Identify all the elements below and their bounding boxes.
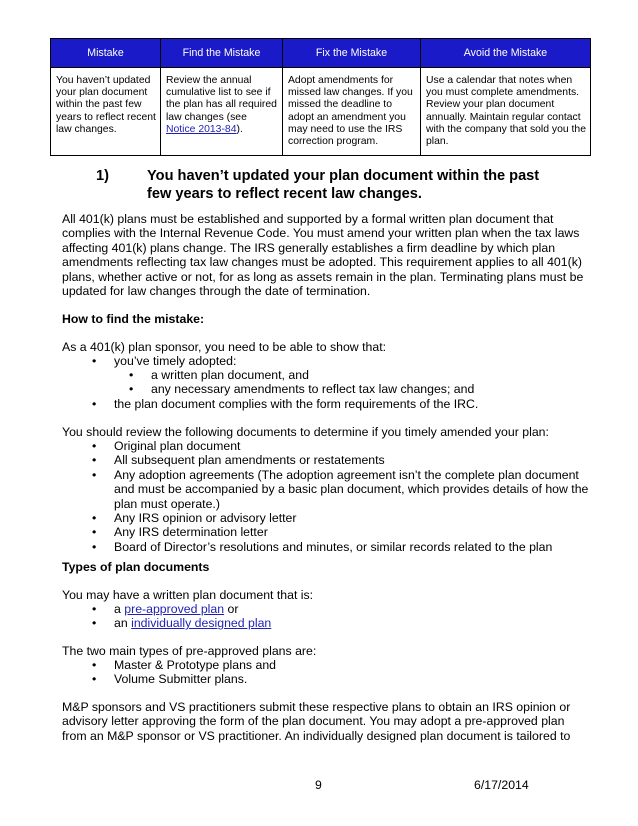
list-item: • the plan document complies with the form requirements of the IRC. bbox=[92, 397, 479, 411]
list-item: • any necessary amendments to reflect tax law changes; and bbox=[129, 382, 475, 397]
table-header-row bbox=[51, 39, 591, 68]
pre-approved-plan-link[interactable]: pre-approved plan bbox=[124, 602, 225, 616]
footer-date: 6/17/2014 bbox=[474, 778, 529, 792]
types-lead-2: The two main types of pre-approved plans are: bbox=[62, 644, 317, 658]
list-item: • a written plan document, and bbox=[129, 368, 309, 382]
bullet-icon: • bbox=[92, 397, 97, 411]
table-row bbox=[51, 68, 591, 156]
list-item: • a pre-approved plan or bbox=[92, 602, 239, 616]
find-list bbox=[90, 354, 590, 368]
cell-mistake: You haven’t updated your plan document within the past few years to reflect recent law changes. bbox=[51, 68, 161, 156]
bullet-icon: • bbox=[92, 354, 97, 368]
bullet-icon: • bbox=[92, 511, 97, 526]
header-find: Find the Mistake bbox=[161, 39, 283, 68]
bullet-icon: • bbox=[92, 672, 97, 687]
section-heading bbox=[96, 167, 556, 203]
list-item: • Volume Submitter plans. bbox=[92, 672, 248, 687]
cell-avoid: Use a calendar that notes when you must complete amendments. Review your plan document annually. Maintain regular contact with the company that sold you the plan. bbox=[421, 68, 591, 156]
list-item: • Any IRS opinion or advisory letter bbox=[92, 511, 297, 526]
list-item: • Master & Prototype plans and bbox=[92, 658, 276, 672]
header-avoid: Avoid the Mistake bbox=[421, 39, 591, 68]
list-item: • an individually designed plan bbox=[92, 616, 272, 631]
cell-find bbox=[161, 68, 283, 156]
cell-fix: Adopt amendments for missed law changes. If you missed the deadline to adopt an amendment you may need to use the IRS correction program. bbox=[283, 68, 421, 156]
intro-paragraph: All 401(k) plans must be established and supported by a formal written plan document that complies with the Internal Revenue Code. You must amend your written plan when the tax laws affecting 401(k) plans change. The IRS generally establishes a firm deadline by which plan amendments reflecting tax law changes must be adopted. This requirement applies to all 401(k) plans, whether active or not, for as long as assets remain in the plan. Terminating plans must be updated for law changes through the date of termination. bbox=[62, 212, 584, 299]
bullet-icon: • bbox=[92, 467, 97, 482]
list-item: • Board of Director’s resolutions and minutes, or similar records related to the plan bbox=[92, 539, 553, 554]
cell-find-suffix: ). bbox=[236, 123, 243, 135]
find-lead: As a 401(k) plan sponsor, you need to be able to show that: bbox=[62, 340, 387, 354]
bullet-icon: • bbox=[92, 616, 97, 631]
types-heading: Types of plan documents bbox=[62, 560, 210, 574]
find-sublist bbox=[127, 368, 587, 397]
review-list bbox=[90, 439, 590, 554]
header-mistake: Mistake bbox=[51, 39, 161, 68]
review-lead: You should review the following documents to determine if you timely amended your plan: bbox=[62, 425, 549, 439]
notice-2013-84-link[interactable]: Notice 2013-84 bbox=[166, 123, 237, 135]
list-item: • Any adoption agreements (The adoption agreement isn’t the complete plan document and must be accompanied by a basic plan document, which provides details of how the plan must operate.) bbox=[92, 467, 589, 511]
find-heading: How to find the mistake: bbox=[62, 312, 205, 326]
bullet-icon: • bbox=[92, 439, 97, 453]
mistake-table bbox=[50, 38, 591, 156]
pre-approved-types-list bbox=[90, 658, 590, 687]
section-title: You haven’t updated your plan document within the past few years to reflect recent law changes. bbox=[147, 168, 540, 202]
individually-designed-plan-link[interactable]: individually designed plan bbox=[131, 616, 272, 631]
bullet-icon: • bbox=[92, 658, 97, 672]
types-list bbox=[90, 602, 590, 631]
types-lead: You may have a written plan document that is: bbox=[62, 588, 314, 602]
bullet-icon: • bbox=[92, 539, 97, 554]
bullet-icon: • bbox=[92, 453, 97, 468]
list-item: • All subsequent plan amendments or restatements bbox=[92, 453, 385, 468]
list-item: • Any IRS determination letter bbox=[92, 525, 268, 540]
bullet-icon: • bbox=[129, 368, 134, 382]
cell-find-text: Review the annual cumulative list to see if the plan has all required law changes (see bbox=[166, 75, 277, 123]
header-fix: Fix the Mistake bbox=[283, 39, 421, 68]
bullet-icon: • bbox=[92, 602, 97, 616]
section-number: 1) bbox=[96, 168, 109, 184]
list-item: • Original plan document bbox=[92, 439, 241, 453]
page-number: 9 bbox=[315, 778, 322, 792]
find-list-2 bbox=[90, 397, 590, 411]
bullet-icon: • bbox=[92, 525, 97, 540]
closing-paragraph: M&P sponsors and VS practitioners submit these respective plans to obtain an IRS opinion or advisory letter approving the form of the plan document. You may adopt a pre-approved plan from an M&P sponsor or VS practitioner. An individually designed plan document is tailored to bbox=[62, 700, 571, 743]
list-item: • you’ve timely adopted: bbox=[92, 354, 237, 368]
bullet-icon: • bbox=[129, 382, 134, 397]
